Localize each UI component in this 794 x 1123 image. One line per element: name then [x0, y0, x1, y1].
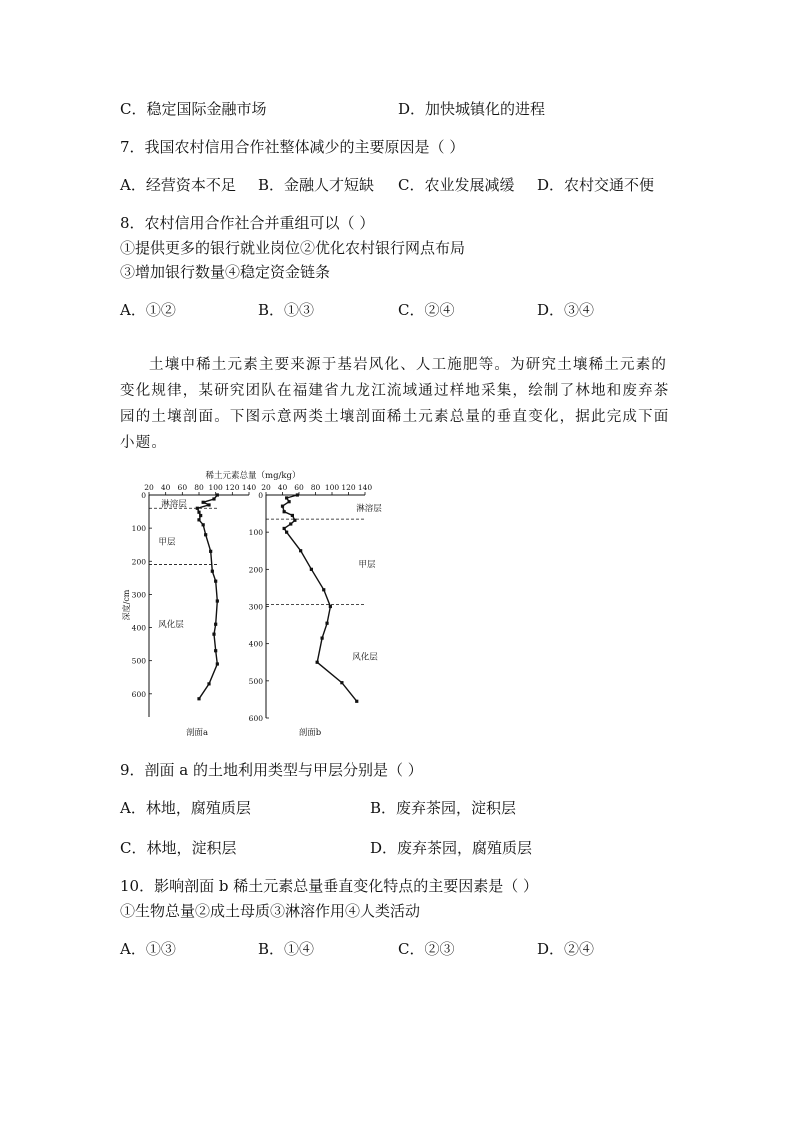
- profile-b-data-point: [325, 622, 328, 625]
- profile-a-layer-label: 甲层: [158, 537, 176, 548]
- q10-option-d: D．②④: [537, 940, 595, 958]
- profile-a-data-point: [216, 599, 219, 602]
- q7-stem: 7．我国农村信用合作社整体减少的主要原因是（ ）: [120, 138, 465, 156]
- profile-b-data-point: [285, 496, 288, 499]
- profile-b-series-line: [283, 495, 357, 701]
- profile-b-y-tick-label: 300: [248, 602, 263, 612]
- profile-a-y-tick-label: 100: [131, 524, 146, 534]
- profile-b-data-point: [285, 531, 288, 534]
- q10-statement-line1: ①生物总量②成土母质③淋溶作用④人类活动: [120, 902, 421, 920]
- profile-a-data-point: [216, 662, 219, 665]
- profile-a-data-point: [204, 533, 207, 536]
- profile-a-data-point: [202, 501, 205, 504]
- profile-a-y-tick-label: 600: [131, 689, 146, 699]
- q8-option-c: C．②④: [398, 301, 455, 319]
- q8-stem: 8．农村信用合作社合并重组可以（ ）: [120, 214, 375, 232]
- profile-a-y-tick-label: 400: [131, 623, 146, 633]
- q8-statement-line2: ③增加银行数量④稳定资金链条: [120, 263, 331, 281]
- y-axis-label: 深度/cm: [122, 589, 131, 621]
- profile-a-x-tick-label: 20: [144, 483, 154, 492]
- profile-a-data-point: [196, 507, 199, 510]
- profile-a-data-point: [197, 518, 200, 521]
- q8-option-a: A．①②: [120, 301, 176, 319]
- profile-b-data-point: [296, 493, 299, 496]
- profile-b-data-point: [283, 510, 286, 513]
- profile-b-data-point: [289, 522, 292, 525]
- profile-b-y-tick-label: 100: [248, 528, 263, 538]
- profile-a-data-point: [207, 682, 210, 685]
- profile-b-y-tick-label: 400: [248, 639, 263, 649]
- q7-option-c: C．农业发展减缓: [398, 176, 515, 194]
- q6-option-d: D．加快城镇化的进程: [398, 100, 546, 118]
- profile-a-data-point: [197, 511, 200, 514]
- profile-a-data-point: [207, 503, 210, 506]
- profile-b-data-point: [340, 681, 343, 684]
- profile-b-layer-label: 甲层: [358, 559, 376, 570]
- profile-a-layer-label: 风化层: [158, 620, 184, 631]
- profile-b-data-point: [288, 500, 291, 503]
- profile-a-data-point: [211, 570, 214, 573]
- q6-option-c: C．稳定国际金融市场: [120, 100, 267, 118]
- profile-b-data-point: [321, 636, 324, 639]
- profile-a-data-point: [214, 623, 217, 626]
- profile-a-y-tick-label: 200: [131, 557, 146, 567]
- profile-b-data-point: [291, 514, 294, 517]
- soil-profile-figure: [120, 465, 390, 745]
- profile-a-y-tick-label: 0: [141, 491, 146, 500]
- profile-a-x-tick-label: 40: [160, 483, 171, 492]
- profile-a-data-point: [212, 633, 215, 636]
- q9-option-d: D．废弃茶园，腐殖质层: [370, 839, 533, 857]
- q9-option-c: C．林地，淀积层: [120, 839, 237, 857]
- q10-option-b: B．①④: [258, 940, 315, 958]
- q9-option-a: A．林地，腐殖质层: [120, 799, 251, 817]
- chart-title: 稀土元素总量（mg/kg）: [205, 471, 301, 481]
- profile-b-layer-label: 淋溶层: [356, 504, 382, 515]
- profile-b-data-point: [283, 527, 286, 530]
- profile-b-x-tick-label: 60: [294, 483, 304, 492]
- profile-b-y-tick-label: 600: [248, 714, 263, 723]
- profile-a-caption: 剖面a: [185, 728, 209, 738]
- q8-option-b: B．①③: [258, 301, 315, 319]
- profile-a-series-line: [197, 495, 217, 699]
- profile-b-data-point: [299, 549, 302, 552]
- profile-a-x-tick-label: 100: [208, 483, 223, 492]
- profile-a-data-point: [197, 697, 200, 700]
- profile-b-x-tick-label: 140: [357, 483, 373, 492]
- profile-b-layer-label: 风化层: [352, 652, 378, 663]
- profile-a-layer-label: 淋溶层: [161, 499, 187, 510]
- profile-a-x-tick-label: 60: [177, 483, 188, 492]
- profile-b-data-point: [316, 661, 319, 664]
- q7-option-a: A．经营资本不足: [120, 176, 236, 194]
- profile-a-x-tick-label: 120: [225, 483, 240, 492]
- profile-a-x-tick-label: 80: [194, 483, 204, 492]
- profile-a-data-point: [214, 649, 217, 652]
- q7-option-b: B．金融人才短缺: [258, 176, 375, 194]
- q8-statement-line1: ①提供更多的银行就业岗位②优化农村银行网点布局: [120, 239, 466, 257]
- profile-b-x-tick-label: 80: [310, 483, 321, 492]
- profile-b-data-point: [355, 700, 358, 703]
- q10-option-a: A．①③: [120, 940, 176, 958]
- reading-passage: 土壤中稀土元素主要来源于基岩风化、人工施肥等。为研究土壤稀土元素的变化规律，某研究团队在福建省九龙江流域通过样地采集，绘制了林地和废弃茶园的土壤剖面。下图示意两类土壤剖面稀土元素总量的垂直变化，据此完成下面小题。: [120, 357, 670, 451]
- profile-a-data-point: [212, 497, 215, 500]
- profile-a-data-point: [199, 514, 202, 517]
- profile-b-x-tick-label: 40: [277, 483, 288, 492]
- q9-stem: 9．剖面 a 的土地利用类型与甲层分别是（ ）: [120, 761, 423, 779]
- profile-b-y-tick-label: 0: [258, 491, 263, 500]
- profile-a-y-tick-label: 500: [131, 656, 146, 666]
- profile-b-x-tick-label: 120: [341, 483, 356, 492]
- profile-b-x-tick-label: 100: [324, 483, 340, 492]
- profile-b-x-tick-label: 20: [261, 483, 271, 492]
- profile-a-y-tick-label: 300: [131, 590, 146, 600]
- q7-option-d: D．农村交通不便: [537, 176, 655, 194]
- q9-option-b: B．废弃茶园，淀积层: [370, 799, 517, 817]
- profile-a-data-point: [216, 493, 219, 496]
- profile-b-data-point: [322, 588, 325, 591]
- profile-b-y-tick-label: 200: [248, 565, 263, 575]
- q10-option-c: C．②③: [398, 940, 455, 958]
- profile-a-data-point: [202, 523, 205, 526]
- profile-b-data-point: [329, 605, 332, 608]
- q8-option-d: D．③④: [537, 301, 595, 319]
- profile-b-y-tick-label: 500: [248, 676, 263, 686]
- profile-a-data-point: [214, 580, 217, 583]
- q10-stem: 10．影响剖面 b 稀土元素总量垂直变化特点的主要因素是（ ）: [120, 877, 538, 895]
- profile-a-data-point: [209, 550, 212, 553]
- profile-b-caption: 剖面b: [298, 728, 322, 738]
- profile-b-data-point: [281, 505, 284, 508]
- profile-b-data-point: [310, 568, 313, 571]
- profile-b-data-point: [293, 519, 296, 522]
- profile-a-x-tick-label: 140: [241, 483, 257, 492]
